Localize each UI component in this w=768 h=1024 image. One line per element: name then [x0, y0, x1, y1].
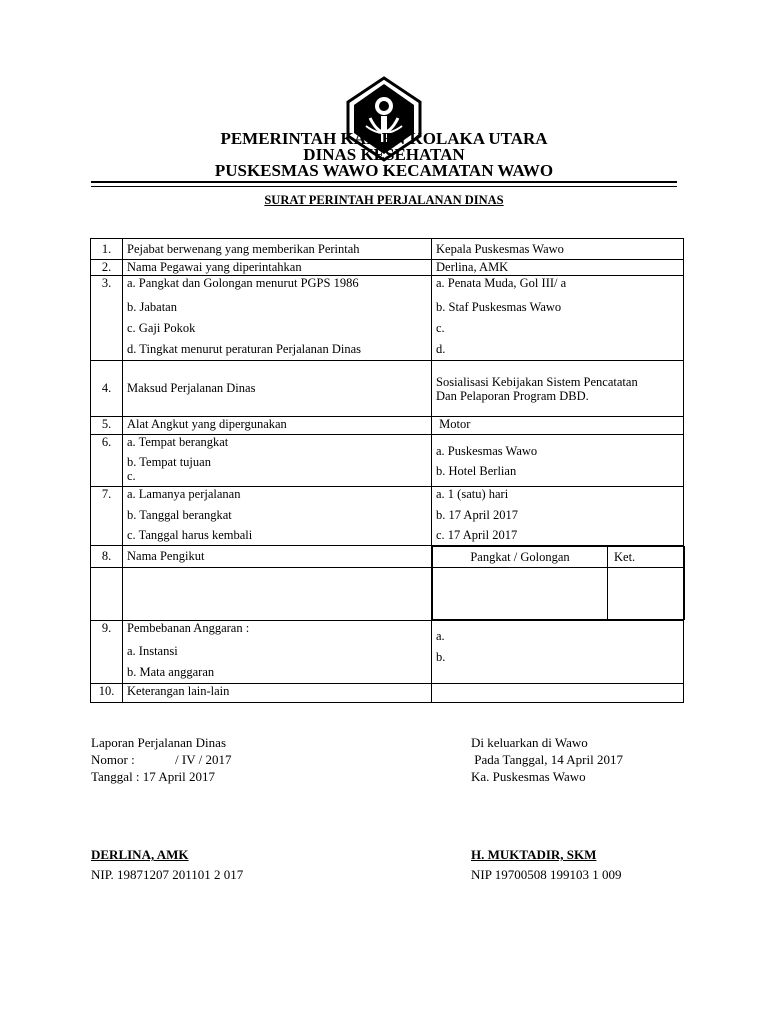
header-line-3: PUSKESMAS WAWO KECAMATAN WAWO — [214, 161, 554, 180]
table-row — [91, 487, 684, 546]
report-label: Laporan Perjalanan Dinas — [91, 735, 227, 750]
table-row — [91, 239, 684, 260]
row-value-group — [432, 621, 684, 684]
row-label: Nama Pegawai yang diperintahkan — [123, 260, 432, 276]
row-sublabel: a. Instansi — [127, 644, 178, 658]
pengikut-name-cell — [123, 567, 432, 620]
row-number: 4. — [91, 361, 123, 417]
row-subvalue: b. Staf Puskesmas Wawo — [436, 300, 562, 314]
issued-date: Pada Tanggal, 14 April 2017 — [471, 752, 623, 767]
row-label-group — [123, 621, 432, 684]
row-number: 7. — [91, 487, 123, 546]
row-value: Sosialisasi Kebijakan Sistem Pencatatan Dan Pelaporan Program DBD. — [432, 361, 684, 417]
row-sublabel: a. Lamanya perjalanan — [127, 487, 241, 501]
header-rule-thick — [91, 181, 677, 183]
row-label: Maksud Perjalanan Dinas — [123, 361, 432, 417]
row-subvalue: c. 17 April 2017 — [436, 528, 518, 542]
row-label: Alat Angkut yang dipergunakan — [123, 417, 432, 435]
row-sublabel: a. Pangkat dan Golongan menurut PGPS 1986 — [127, 276, 359, 290]
table-row — [91, 361, 684, 417]
row-label-group — [123, 435, 432, 487]
row-number: 3. — [91, 276, 123, 361]
row-value: Motor — [432, 417, 684, 435]
row-sublabel: c. Gaji Pokok — [127, 321, 196, 335]
row-value: Kepala Puskesmas Wawo — [432, 239, 684, 260]
table-row — [91, 260, 684, 276]
nomor-value: / IV / 2017 — [175, 752, 232, 767]
row-value-group — [432, 276, 684, 361]
nomor-label: Nomor : — [91, 752, 135, 767]
row-subvalue: b. — [436, 650, 446, 664]
report-date: Tanggal : 17 April 2017 — [91, 769, 216, 784]
employee-name: DERLINA, AMK — [91, 847, 189, 862]
table-row — [91, 276, 684, 361]
row-number: 5. — [91, 417, 123, 435]
header-line-2: DINAS KESEHATAN — [303, 145, 465, 164]
row-subvalue: a. 1 (satu) hari — [436, 487, 509, 501]
row-sublabel: b. Mata anggaran — [127, 665, 215, 679]
row-label: Nama Pengikut — [123, 546, 432, 568]
signer-title: Ka. Puskesmas Wawo — [471, 769, 586, 784]
row-value — [432, 684, 684, 703]
employee-nip: NIP. 19871207 201101 2 017 — [91, 867, 244, 882]
header-rule-thin — [91, 186, 677, 187]
signer-nip: NIP 19700508 199103 1 009 — [471, 867, 622, 882]
ket-header: Ket. — [608, 547, 685, 568]
row-number: 8. — [91, 546, 123, 568]
row-number: 2. — [91, 260, 123, 276]
row-sublabel: d. Tingkat menurut peraturan Perjalanan Dinas — [127, 342, 361, 356]
pengikut-subtable — [432, 546, 685, 620]
row-label-group — [123, 276, 432, 361]
row-value-group — [432, 487, 684, 546]
spd-table — [90, 238, 684, 703]
row-number: 9. — [91, 621, 123, 684]
document-title: SURAT PERINTAH PERJALANAN DINAS — [264, 193, 504, 207]
row-sublabel: b. Tanggal berangkat — [127, 508, 232, 522]
row-sublabel: Pembebanan Anggaran : — [127, 621, 250, 635]
table-row — [91, 417, 684, 435]
row-subvalue: b. Hotel Berlian — [436, 464, 517, 478]
issued-place: Di keluarkan di Wawo — [471, 735, 588, 750]
row-subvalue: b. 17 April 2017 — [436, 508, 518, 522]
row-sublabel: a. Tempat berangkat — [127, 435, 229, 449]
row-sublabel: c. Tanggal harus kembali — [127, 528, 253, 542]
table-row — [91, 546, 684, 568]
pengikut-subtable-cell — [432, 546, 684, 621]
row-subvalue: a. Puskesmas Wawo — [436, 444, 538, 458]
row-number: 10. — [91, 684, 123, 703]
row-value: Derlina, AMK — [432, 260, 684, 276]
table-row — [91, 435, 684, 487]
header-line-1: PEMERINTAH KAB EN KOLAKA UTARA — [220, 129, 548, 148]
row-label: Pejabat berwenang yang memberikan Perintah — [123, 239, 432, 260]
table-row — [91, 621, 684, 684]
row-label-group — [123, 487, 432, 546]
signer-name: H. MUKTADIR, SKM — [471, 847, 597, 862]
row-subvalue: a. — [436, 629, 445, 643]
ket-cell — [608, 568, 685, 620]
row-sublabel: b. Jabatan — [127, 300, 177, 314]
row-sublabel: b. Tempat tujuan — [127, 455, 211, 469]
row-subvalue: a. Penata Muda, Gol III/ a — [436, 276, 567, 290]
row-number: 1. — [91, 239, 123, 260]
row-subvalue: c. — [436, 321, 445, 335]
row-number-empty — [91, 567, 123, 620]
row-number: 6. — [91, 435, 123, 487]
row-value-group — [432, 435, 684, 487]
pangkat-golongan-cell — [433, 568, 608, 620]
row-subvalue: d. — [436, 342, 446, 356]
pangkat-golongan-header: Pangkat / Golongan — [433, 547, 608, 568]
row-sublabel: c. — [127, 469, 136, 483]
table-row — [91, 684, 684, 703]
row-label: Keterangan lain-lain — [123, 684, 432, 703]
